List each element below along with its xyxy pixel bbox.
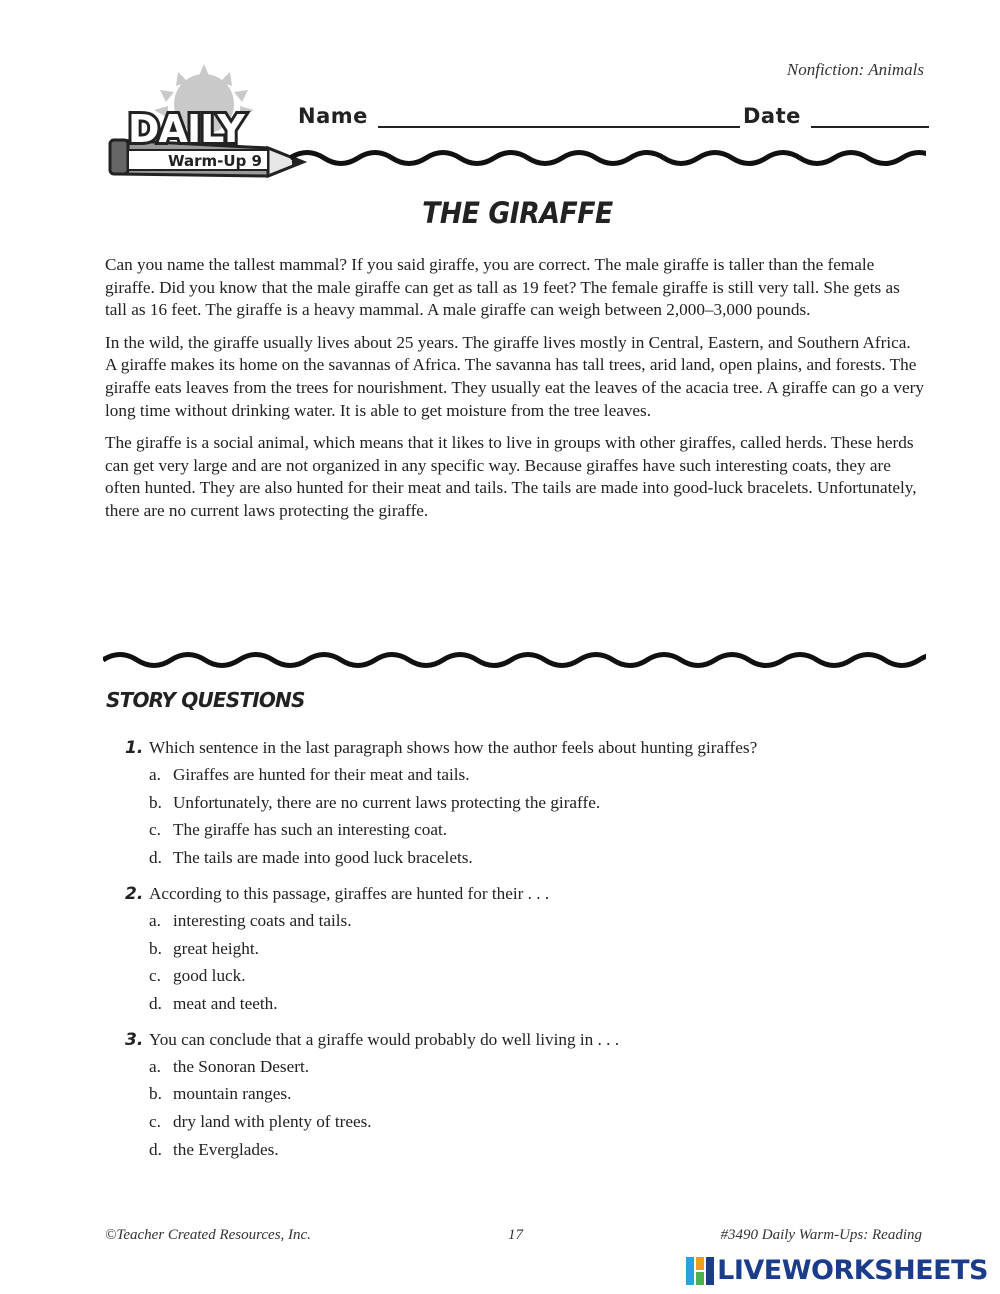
date-label: Date [743, 104, 801, 128]
option-text: great height. [173, 938, 259, 958]
footer-publisher: ©Teacher Created Resources, Inc. [105, 1227, 311, 1243]
option-letter: a. [149, 765, 161, 784]
footer-book: #3490 Daily Warm-Ups: Reading [720, 1227, 922, 1243]
daily-warmup-logo [108, 62, 308, 187]
section-wave-divider [103, 647, 926, 673]
option-letter: d. [149, 993, 162, 1013]
date-field[interactable] [743, 104, 929, 128]
footer-page-number: 17 [508, 1227, 523, 1243]
answer-option[interactable] [125, 935, 925, 963]
option-letter: a. [149, 1056, 161, 1076]
option-text: Unfortunately, there are no current laws protecting the giraffe. [173, 792, 601, 812]
logo-word: DAILY [128, 107, 244, 151]
question-number: 2. [125, 883, 144, 904]
date-blank[interactable] [811, 106, 929, 128]
option-letter: d. [149, 848, 162, 868]
option-letter: c. [149, 820, 161, 840]
answer-option[interactable] [125, 844, 925, 872]
questions-list [125, 735, 925, 1172]
answer-option[interactable] [125, 1136, 925, 1164]
option-text: mountain ranges. [173, 1084, 292, 1104]
liveworksheets-logo-icon [686, 1257, 714, 1285]
option-text: good luck. [173, 966, 246, 986]
option-letter: a. [149, 910, 161, 930]
option-text: The giraffe has such an interesting coat. [173, 820, 448, 840]
passage-paragraph: In the wild, the giraffe usually lives about 25 years. The giraffe lives mostly in Central, Eastern, and Southern Africa. A giraffe makes its home on the savannas of Africa. The savanna has tall trees, arid land, open plains, and forests. The giraffe eats leaves from the trees for nourishment. They usually eat the leaves of the acacia tree. A giraffe can go a very long time without drinking water. It is able to get moisture from the tree leaves. [105, 332, 924, 420]
question [125, 735, 925, 872]
option-text: meat and teeth. [173, 993, 278, 1013]
liveworksheets-text: LIVEWORKSHEETS [717, 1255, 988, 1286]
question-text: According to this passage, giraffes are hunted for their . . . [149, 883, 550, 903]
passage-paragraph: The giraffe is a social animal, which means that it likes to live in groups with other giraffes, called herds. These herds can get very large and are not organized in any specific way. Because giraffes have such interesting coats, they are often hunted. They are also hunted for their meat and tails. The tails are made into good-luck bracelets. Unfortunately, there are no current laws protecting the giraffe. [105, 433, 917, 520]
question-text: You can conclude that a giraffe would probably do well living in . . . [149, 1029, 620, 1049]
answer-option[interactable] [125, 1080, 925, 1108]
answer-option[interactable] [125, 761, 925, 789]
option-letter: c. [149, 1112, 161, 1132]
option-text: the Sonoran Desert. [173, 1056, 310, 1076]
option-text: interesting coats and tails. [173, 910, 352, 930]
option-letter: c. [149, 966, 161, 986]
name-field[interactable] [298, 104, 740, 128]
answer-option[interactable] [125, 962, 925, 990]
question [125, 881, 925, 1018]
option-text: The tails are made into good luck bracelets. [173, 848, 473, 868]
story-questions-heading: STORY QUESTIONS [106, 688, 305, 712]
name-label: Name [298, 104, 368, 128]
option-text: the Everglades. [173, 1139, 279, 1159]
option-text: dry land with plenty of trees. [173, 1112, 372, 1132]
liveworksheets-watermark[interactable] [686, 1255, 988, 1286]
header-wave-divider [290, 145, 926, 171]
question-text: Which sentence in the last paragraph shows how the author feels about hunting giraffes? [149, 738, 758, 757]
option-letter: b. [149, 938, 162, 958]
answer-option[interactable] [125, 816, 925, 844]
passage [105, 254, 925, 533]
answer-option[interactable] [125, 907, 925, 935]
question-number: 3. [125, 1029, 144, 1050]
question-number: 1. [125, 738, 144, 758]
logo-sub: Warm-Up 9 [168, 152, 262, 170]
option-letter: b. [149, 792, 162, 812]
question [125, 1027, 925, 1164]
category-label: Nonfiction: Animals [786, 60, 924, 79]
name-blank[interactable] [378, 106, 740, 128]
option-letter: b. [149, 1084, 162, 1104]
answer-option[interactable] [125, 1108, 925, 1136]
page-title: THE GIRAFFE [422, 196, 613, 230]
option-text: Giraffes are hunted for their meat and tails. [173, 765, 470, 784]
answer-option[interactable] [125, 789, 925, 817]
passage-paragraph: Can you name the tallest mammal? If you said giraffe, you are correct. The male giraffe is taller than the female giraffe. Did you know that the male giraffe can get as tall as 19 feet? The female giraffe is still very tall. She gets as tall as 16 feet. The giraffe is a heavy mammal. A male giraffe can weigh between 2,000–3,000 pounds. [105, 255, 900, 320]
answer-option[interactable] [125, 1053, 925, 1081]
option-letter: d. [149, 1139, 162, 1159]
answer-option[interactable] [125, 990, 925, 1018]
